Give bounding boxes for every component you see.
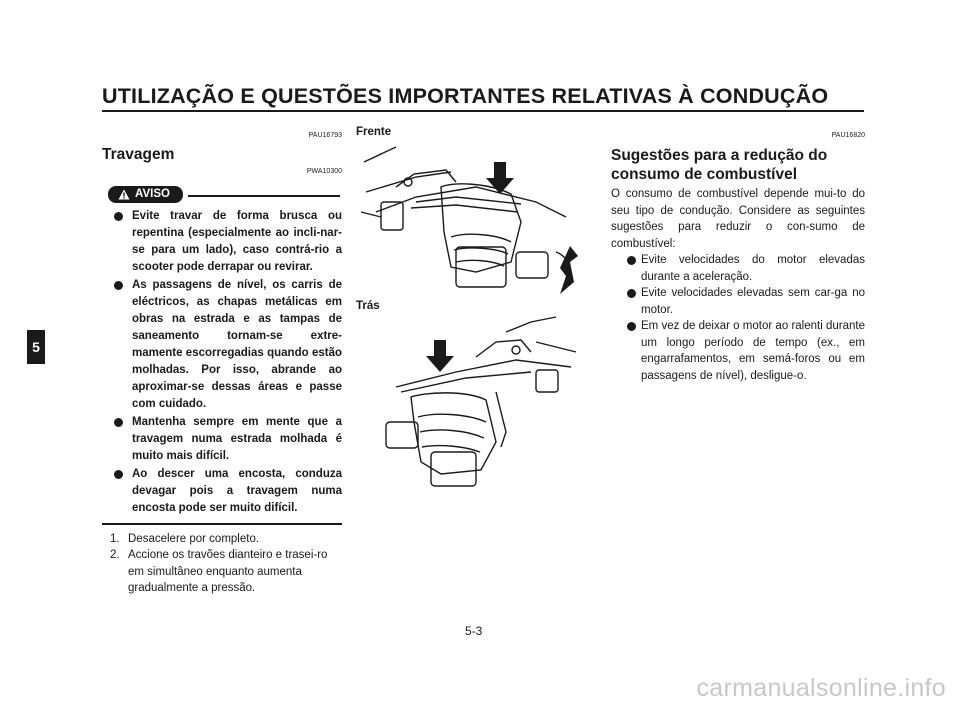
fuel-tips bbox=[611, 252, 865, 384]
tip-item bbox=[611, 285, 865, 318]
warning-header bbox=[102, 186, 342, 208]
section-code: PAU16820 bbox=[831, 132, 865, 139]
warning-item bbox=[102, 466, 342, 517]
bullet-icon bbox=[627, 289, 636, 298]
step-number: 1. bbox=[110, 532, 120, 545]
warning-code: PWA10300 bbox=[306, 168, 342, 175]
bullet-icon bbox=[627, 256, 636, 265]
step-number: 2. bbox=[110, 549, 120, 561]
bullet-icon bbox=[114, 281, 123, 290]
warning-text: Mantenha sempre em mente que a travagem numa estrada molhada é muito mais difícil. bbox=[132, 416, 342, 462]
warning-rule bbox=[188, 195, 340, 197]
warning-text: Ao descer uma encosta, conduza devagar pois a travagem numa encosta pode ser muito difícil. bbox=[132, 468, 342, 514]
tip-text: Em vez de deixar o motor ao ralenti durante um longo período de tempo (ex., em engarrafamentos, em semá-foros ou em passagens de nível), desligue-o. bbox=[641, 320, 865, 382]
tip-item bbox=[611, 318, 865, 384]
page-number: 5-3 bbox=[465, 624, 483, 638]
front-brake-illustration bbox=[356, 142, 586, 302]
section-title-braking: Travagem bbox=[102, 146, 175, 163]
tip-text: Evite velocidades do motor elevadas durante a aceleração. bbox=[641, 254, 865, 283]
figure-label-front: Frente bbox=[356, 126, 392, 138]
tip-text: Evite velocidades elevadas sem car-ga no motor. bbox=[641, 287, 865, 316]
step-text: Desacelere por completo. bbox=[128, 532, 260, 545]
bullet-icon bbox=[114, 470, 123, 479]
page-header-title: UTILIZAÇÃO E QUESTÕES IMPORTANTES RELATIVAS À CONDUÇÃO bbox=[102, 84, 829, 108]
braking-steps bbox=[102, 531, 342, 597]
warning-item bbox=[102, 414, 342, 465]
step-item bbox=[102, 531, 342, 548]
bullet-icon bbox=[114, 212, 123, 221]
fuel-intro: O consumo de combustível depende mui-to do seu tipo de condução. Considere as seguintes sugestões para reduzir o con-sumo de combustível: bbox=[611, 188, 865, 250]
watermark: carmanualsonline.info bbox=[696, 674, 946, 702]
section-code: PAU16793 bbox=[308, 132, 342, 139]
warning-end-rule bbox=[102, 523, 342, 525]
tip-item bbox=[611, 252, 865, 285]
fuel-column bbox=[611, 124, 865, 384]
chapter-tab: 5 bbox=[27, 330, 45, 364]
figure-label-rear: Trás bbox=[356, 300, 380, 312]
warning-badge bbox=[108, 186, 183, 203]
warning-list bbox=[102, 208, 342, 517]
section-title-fuel: Sugestões para a redução do consumo de combustível bbox=[611, 147, 828, 183]
warning-triangle-icon bbox=[118, 189, 130, 200]
braking-column bbox=[102, 124, 342, 597]
step-text: Accione os travões dianteiro e trasei-ro em simultâneo enquanto aumenta gradualmente a pressão. bbox=[128, 549, 328, 594]
bullet-icon bbox=[627, 322, 636, 331]
rear-brake-illustration bbox=[356, 312, 586, 492]
header-rule bbox=[102, 110, 864, 112]
warning-text: As passagens de nível, os carris de eléctricos, as chapas metálicas em obras na estrada e as tampas de saneamento tornam-se extre-mamente escorregadias quando estão molhadas. Por isso, abrande ao aproximar-se dessas áreas e passe com cuidado. bbox=[132, 279, 342, 410]
warning-text: Evite travar de forma brusca ou repentina (especialmente ao incli-nar-se para um lado), caso contrá-rio a scooter pode derrapar ou revirar. bbox=[132, 210, 342, 273]
warning-item bbox=[102, 208, 342, 276]
bullet-icon bbox=[114, 418, 123, 427]
warning-label: AVISO bbox=[135, 188, 170, 200]
step-item bbox=[102, 547, 342, 597]
warning-item bbox=[102, 277, 342, 413]
